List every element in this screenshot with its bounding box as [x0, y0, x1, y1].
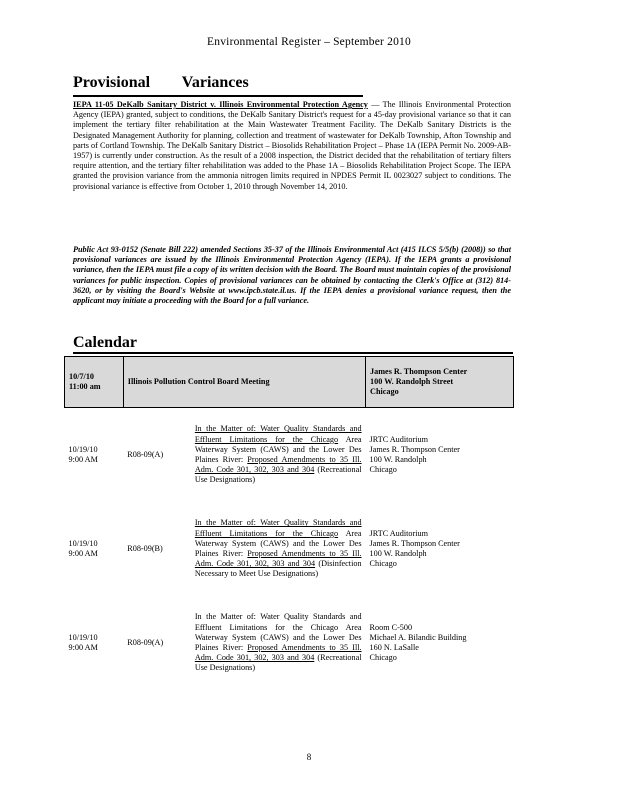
- row-datetime: 10/19/10 9:00 AM: [68, 538, 98, 558]
- running-header: Environmental Register – September 2010: [207, 36, 411, 48]
- table-row: [65, 596, 514, 690]
- row-location: JRTC Auditorium James R. Thompson Center 100 W. Randolph Chicago: [369, 528, 460, 569]
- row-datetime: 10/19/10 9:00 AM: [68, 632, 98, 652]
- desc-title: In the Matter of: Water Quality Standards and Effluent Limitations for the Chicago: [194, 612, 362, 632]
- desc-amendments: Proposed Amendments to 35 Ill. Adm. Code 301, 302, 303 and 304: [194, 549, 362, 569]
- desc-mid: Area Waterway System (CAWS) and the Lower Des Plaines River:: [194, 528, 362, 558]
- desc-amendments: Proposed Amendments to 35 Ill. Adm. Code 301, 302, 303 and 304: [194, 643, 362, 663]
- row-datetime: 10/19/10 9:00 AM: [68, 444, 98, 464]
- desc-tail: (Recreational Use Designations): [194, 653, 362, 673]
- page-number: 8: [306, 752, 312, 762]
- calendar-header-row: [65, 357, 514, 408]
- desc-title: In the Matter of: Water Quality Standards and Effluent Limitations for the Chicago: [194, 424, 362, 444]
- case-title: IEPA 11-05 DeKalb Sanitary District v. Illinois Environmental Protection Agency: [73, 100, 368, 109]
- row-description: [191, 596, 366, 690]
- table-row: [65, 502, 514, 596]
- table-row: [65, 408, 514, 503]
- desc-title: In the Matter of: Water Quality Standards and Effluent Limitations for the Chicago: [194, 518, 362, 538]
- row-location: Room C-500 Michael A. Bilandic Building 160 N. LaSalle Chicago: [369, 622, 467, 663]
- row-location: JRTC Auditorium James R. Thompson Center 100 W. Randolph Chicago: [369, 434, 460, 475]
- meeting-datetime: 10/7/10 11:00 am: [65, 357, 124, 408]
- meeting-event: Illinois Pollution Control Board Meeting: [123, 357, 365, 408]
- row-description: [191, 408, 366, 503]
- desc-tail: (Disinfection Necessary to Meet Use Designations): [194, 559, 362, 579]
- row-docket: R08-09(A): [127, 449, 164, 459]
- case-body: — The Illinois Environmental Protection Agency (IEPA) granted, subject to conditions, the DeKalb Sanitary District's request for a 45-day provisional variance so that it can implement the tertiary filter rehabilitation at the Main Wastewater Treatment Facility. The DeKalb Sanitary Districts is the Designated Management Authority for planning, collection and treatment of wastewater for DeKalb Township, Afton Township and parts of Cortland Township. The DeKalb Sanitary District – Biosolids Rehabilitation Project – Phase 1A (IEPA Permit No. 2009-AB-1957) is currently under construction. As the result of a 2008 inspection, the District decided that the rehabilitation of tertiary filters require attention, and the tertiary filter rehabilitation was added to the Phase 1A – Biosolids Rehabilitation Project Scope. The IEPA granted the provision variance from the ammonia nitrogen limits required in NPDES Permit IL 0023027 subject to conditions. The provisional variance is effective from October 1, 2010 through November 14, 2010.: [73, 100, 512, 191]
- heading-rule: [73, 95, 363, 97]
- desc-mid: Area Waterway System (CAWS) and the Lower Des Plaines River:: [194, 622, 362, 652]
- meeting-location: James R. Thompson Center 100 W. Randolph Street Chicago: [366, 357, 514, 408]
- row-docket: R08-09(A): [127, 637, 164, 647]
- calendar-table: [64, 356, 514, 690]
- variance-paragraph: [73, 100, 511, 192]
- public-act-paragraph: Public Act 93-0152 (Senate Bill 222) amended Sections 35-37 of the Illinois Environmental Act (415 ILCS 5/5(b) (2008)) so that provisional variances are issued by the Illinois Environmental Protection Agency (IEPA). If the IEPA grants a provisional variance, then the IEPA must file a copy of its written decision with the Board. The Board must maintain copies of the provisional variances for public inspection. Copies of provisional variances can be obtained by contacting the Clerk's Office at (312) 814-3620, or by visiting the Board's Website at www.ipcb.state.il.us. If the IEPA denies a provisional variance request, then the applicant may initiate a proceeding with the Board for a full variance.: [73, 245, 511, 306]
- row-docket: R08-09(B): [127, 543, 163, 553]
- desc-tail: (Recreational Use Designations): [194, 465, 362, 485]
- provisional-variances-heading: Provisional Variances: [73, 74, 249, 91]
- desc-amendments: Proposed Amendments to 35 Ill. Adm. Code 301, 302, 303 and 304: [194, 455, 362, 475]
- desc-mid: Area Waterway System (CAWS) and the Lower Des Plaines River:: [194, 434, 362, 464]
- calendar-rule: [73, 352, 513, 354]
- calendar-heading: Calendar: [73, 334, 137, 351]
- row-description: [191, 502, 366, 596]
